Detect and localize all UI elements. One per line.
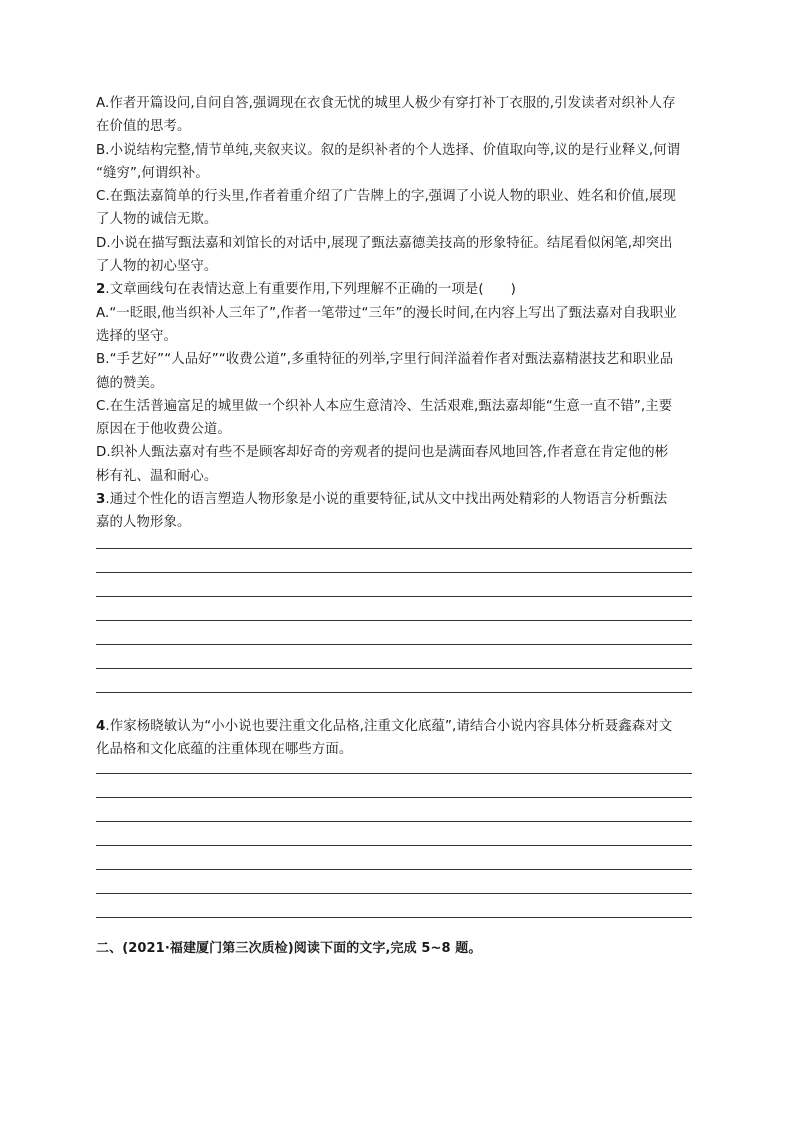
answer-line <box>96 668 692 669</box>
q1-option-c-line1: C.在甄法嘉简单的行头里,作者着重介绍了广告牌上的字,强调了小说人物的职业、姓名和价值,展现 <box>96 189 676 205</box>
answer-line <box>96 572 692 573</box>
q1-option-a-line2: 在价值的思考。 <box>96 119 191 135</box>
q2-option-a-line1: A.“一眨眼,他当织补人三年了”,作者一笔带过“三年”的漫长时间,在内容上写出了甄法嘉对自我职业 <box>96 305 677 321</box>
q3-stem-line2: 嘉的人物形象。 <box>96 515 191 531</box>
q2-option-b-line2: 德的赞美。 <box>96 375 164 391</box>
answer-line <box>96 845 692 846</box>
q1-option-d-line1: D.小说在描写甄法嘉和刘馆长的对话中,展现了甄法嘉德美技高的形象特征。结尾看似闲笔,却突出 <box>96 235 673 251</box>
answer-line <box>96 869 692 870</box>
question-4 <box>96 715 694 762</box>
q3-stem-line1: 3.通过个性化的语言塑造人物形象是小说的重要特征,试从文中找出两处精彩的人物语言分析甄法 <box>96 492 668 508</box>
answer-line <box>96 692 692 693</box>
answer-line <box>96 596 692 597</box>
q1-option-b-line2: “缝穷”,何谓织补。 <box>96 165 209 181</box>
q2-option-a-line2: 选择的坚守。 <box>96 328 177 344</box>
answer-line <box>96 620 692 621</box>
q2-option-c-line1: C.在生活普遍富足的城里做一个织补人本应生意清冷、生活艰难,甄法嘉却能“生意一直不错”,主要 <box>96 398 673 414</box>
q4-answer-area[interactable] <box>96 761 694 937</box>
q2-option-d-line2: 彬有礼、温和耐心。 <box>96 468 218 484</box>
answer-line <box>96 917 692 918</box>
answer-line <box>96 644 692 645</box>
q4-stem-line2: 化品格和文化底蕴的注重体现在哪些方面。 <box>96 741 353 757</box>
q3-number: 3 <box>96 492 106 508</box>
q2-option-c-line2: 原因在于他收费公道。 <box>96 422 231 438</box>
q2-option-b-line1: B.“手艺好”“人品好”“收费公道”,多重特征的列举,字里行间洋溢着作者对甄法嘉精湛技艺和职业品 <box>96 352 674 368</box>
q1-option-d-line2: 了人物的初心坚守。 <box>96 259 218 275</box>
q1-options <box>96 92 694 278</box>
q2-option-d-line1: D.织补人甄法嘉对有些不是顾客却好奇的旁观者的提问也是满面春风地回答,作者意在肯定他的彬 <box>96 445 669 461</box>
question-3 <box>96 488 694 535</box>
q1-option-a-line1: A.作者开篇设问,自问自答,强调现在衣食无忧的城里人极少有穿打补丁衣服的,引发读者对织补人存 <box>96 96 676 111</box>
q4-stem-line1: 4.作家杨晓敏认为“小小说也要注重文化品格,注重文化底蕴”,请结合小说内容具体分析聂鑫森对文 <box>96 718 673 734</box>
answer-line <box>96 893 692 894</box>
q3-answer-area[interactable] <box>96 535 694 713</box>
answer-line <box>96 797 692 798</box>
q2-number: 2 <box>96 282 106 298</box>
answer-line <box>96 773 692 774</box>
q4-number: 4 <box>96 718 106 734</box>
q1-option-c-line2: 了人物的诚信无欺。 <box>96 212 218 228</box>
worksheet-page <box>96 92 694 961</box>
question-2 <box>96 278 694 488</box>
q1-option-b-line1: B.小说结构完整,情节单纯,夹叙夹议。叙的是织补者的个人选择、价值取向等,议的是行业释义,何谓 <box>96 142 681 158</box>
answer-line <box>96 821 692 822</box>
section-2-heading: 二、(2021·福建厦门第三次质检)阅读下面的文字,完成 5~8 题。 <box>96 941 482 957</box>
q2-stem: 2.文章画线句在表情达意上有重要作用,下列理解不正确的一项是( ) <box>96 282 517 298</box>
answer-line <box>96 548 692 549</box>
